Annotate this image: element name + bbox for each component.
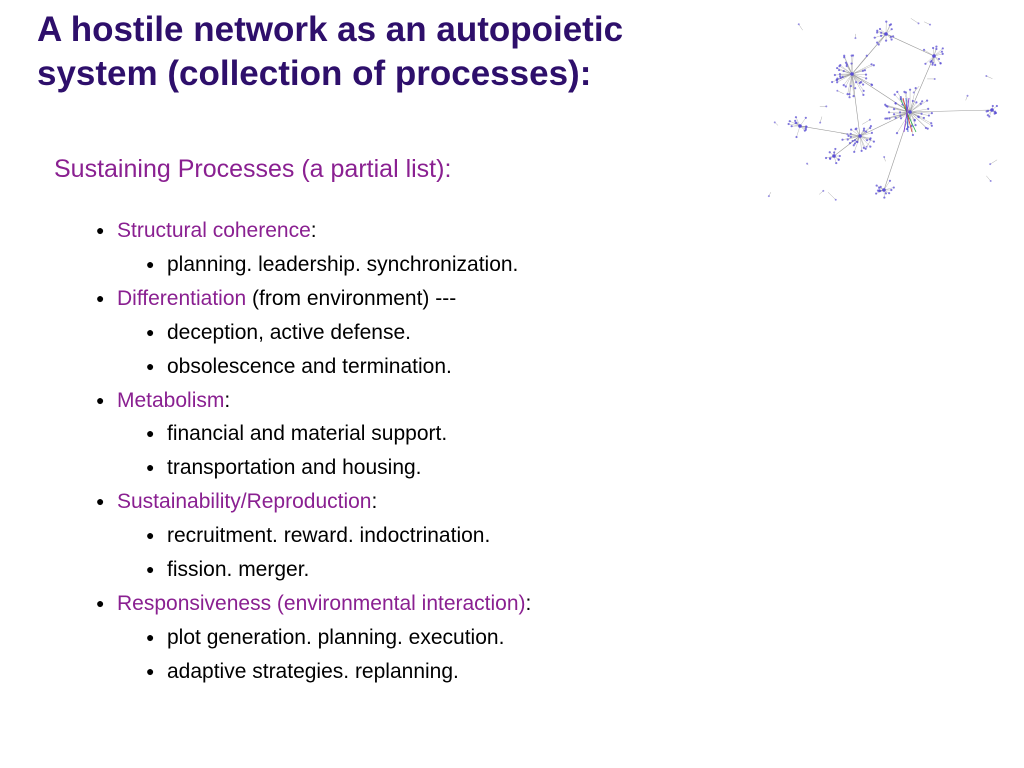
network-node	[914, 119, 916, 121]
network-node	[894, 102, 896, 104]
bullet-icon: ●	[146, 527, 155, 544]
sub-item-text: obsolescence and termination.	[167, 354, 452, 378]
network-hub-node	[798, 124, 802, 128]
network-node	[859, 82, 861, 84]
network-node	[850, 129, 852, 131]
network-node	[923, 49, 925, 51]
network-node	[883, 156, 885, 158]
network-edges	[769, 18, 997, 199]
process-label: Structural coherence	[117, 219, 311, 242]
network-node	[900, 96, 902, 98]
network-node	[838, 158, 840, 160]
sub-list-item	[0, 655, 531, 689]
network-node	[789, 120, 791, 122]
network-node	[927, 128, 929, 130]
network-node	[889, 180, 891, 182]
sub-item-text: planning. leadership. synchronization.	[167, 252, 519, 276]
network-node	[884, 117, 886, 119]
bullet-icon: ●	[146, 459, 155, 476]
network-edge	[852, 65, 874, 74]
network-node	[941, 51, 943, 53]
network-node	[934, 64, 936, 66]
network-node	[850, 133, 852, 135]
network-node	[862, 83, 864, 85]
network-node	[912, 134, 914, 136]
network-edge	[852, 55, 853, 74]
network-node	[865, 77, 867, 79]
network-node	[869, 146, 871, 148]
sub-item-text: recruitment. reward. indoctrination.	[167, 524, 491, 548]
network-node	[885, 192, 887, 194]
network-node	[854, 87, 856, 89]
network-edge	[986, 176, 990, 181]
network-edge	[852, 74, 910, 112]
network-node	[896, 132, 898, 134]
network-node	[848, 96, 850, 98]
network-edge	[910, 56, 934, 112]
network-node	[854, 142, 856, 144]
network-node	[852, 140, 854, 142]
process-suffix: :	[371, 490, 378, 514]
network-node	[834, 148, 836, 150]
network-node	[875, 192, 877, 194]
network-node	[836, 67, 838, 69]
network-node	[835, 162, 837, 164]
network-node	[874, 37, 876, 39]
network-node	[876, 184, 878, 186]
network-node	[794, 120, 796, 122]
network-node	[926, 99, 928, 101]
network-node	[866, 55, 868, 57]
network-edge	[986, 76, 992, 79]
network-node	[931, 64, 933, 66]
network-node	[918, 116, 920, 118]
network-node	[879, 190, 881, 192]
network-node	[805, 129, 807, 131]
network-node	[939, 62, 941, 64]
network-hub-node	[908, 110, 912, 114]
network-node	[853, 151, 855, 153]
network-node	[987, 114, 989, 116]
network-node	[853, 144, 855, 146]
network-node	[854, 37, 856, 39]
network-node	[942, 53, 944, 55]
sub-list-item	[0, 451, 531, 485]
sub-list-item	[0, 417, 531, 451]
network-node	[892, 35, 894, 37]
process-label: Metabolism	[117, 388, 225, 412]
sub-list-item	[0, 621, 531, 655]
network-node	[869, 127, 871, 129]
network-node	[890, 36, 892, 38]
network-node	[822, 190, 824, 192]
network-hub-node	[882, 188, 886, 192]
network-node	[854, 139, 856, 141]
network-node	[888, 192, 890, 194]
network-node	[906, 128, 908, 130]
network-node	[967, 95, 969, 97]
network-node	[863, 130, 865, 132]
process-label: Differentiation	[117, 286, 247, 310]
sub-item-text: transportation and housing.	[167, 456, 422, 480]
network-node	[839, 155, 841, 157]
network-hub-node	[858, 134, 862, 138]
network-node	[798, 23, 800, 25]
network-node	[873, 64, 875, 66]
network-node	[901, 103, 903, 105]
bullet-icon: ●	[146, 628, 155, 645]
sub-list-item	[0, 316, 531, 350]
network-node	[909, 89, 911, 91]
network-node	[836, 81, 838, 83]
network-node	[850, 62, 852, 64]
network-edge	[914, 86, 919, 92]
network-node	[795, 136, 797, 138]
network-node	[861, 150, 863, 152]
network-node	[888, 111, 890, 113]
network-node	[871, 132, 873, 134]
network-node	[845, 85, 847, 87]
network-node	[825, 157, 827, 159]
network-node	[885, 21, 887, 23]
network-node	[935, 45, 937, 47]
network-node	[896, 91, 898, 93]
network-edge	[910, 110, 992, 112]
network-node	[889, 24, 891, 26]
network-node	[880, 35, 882, 37]
title-line-2: system (collection of processes):	[37, 54, 592, 93]
network-node	[833, 151, 835, 153]
network-node	[842, 76, 844, 78]
network-node	[905, 91, 907, 93]
process-label: Sustainability/Reproduction	[117, 490, 372, 514]
network-node	[885, 40, 887, 42]
title-line-1: A hostile network as an autopoietic	[37, 10, 624, 49]
process-suffix: (from environment) ---	[246, 286, 457, 310]
network-node	[856, 141, 858, 143]
network-node	[890, 189, 892, 191]
network-node	[862, 94, 864, 96]
network-node	[835, 199, 837, 201]
bullet-icon: ●	[146, 323, 155, 340]
network-node	[932, 47, 934, 49]
network-node	[928, 114, 930, 116]
list-item	[0, 214, 531, 248]
bullet-icon: ●	[146, 357, 155, 374]
process-label: Responsiveness (environmental interaction)	[117, 591, 526, 615]
network-node	[923, 117, 925, 119]
network-node	[931, 112, 933, 114]
bullet-icon: ●	[146, 255, 155, 272]
network-node	[849, 142, 851, 144]
network-node	[895, 117, 897, 119]
network-node	[866, 139, 868, 141]
process-suffix: :	[224, 388, 231, 412]
network-node	[891, 28, 893, 30]
network-node	[863, 90, 865, 92]
network-node	[774, 121, 776, 123]
network-node	[996, 105, 998, 107]
network-node	[845, 62, 847, 64]
sub-list-item	[0, 350, 531, 384]
network-node	[911, 125, 913, 127]
network-node	[894, 94, 896, 96]
network-node	[865, 148, 867, 150]
network-node	[918, 22, 920, 24]
network-node	[929, 24, 931, 26]
network-node	[850, 85, 852, 87]
network-node	[841, 139, 843, 141]
bullet-icon: ●	[146, 561, 155, 578]
sub-list-item	[0, 248, 531, 282]
network-node	[876, 31, 878, 33]
network-node	[843, 84, 845, 86]
network-node	[934, 78, 936, 80]
network-node	[989, 163, 991, 165]
network-node	[893, 113, 895, 115]
process-suffix: :	[525, 591, 532, 615]
network-node	[848, 93, 850, 95]
network-node	[850, 136, 852, 138]
network-node	[912, 100, 914, 102]
network-node	[880, 32, 882, 34]
list-item	[0, 384, 531, 418]
network-node	[930, 122, 932, 124]
network-node	[847, 138, 849, 140]
network-node	[995, 112, 997, 114]
network-node	[831, 81, 833, 83]
network-node	[866, 146, 868, 148]
network-edge	[911, 18, 919, 23]
network-node	[927, 108, 929, 110]
network-node	[870, 125, 872, 127]
bullet-icon: ●	[96, 594, 105, 611]
network-node	[862, 70, 864, 72]
list-item	[0, 485, 531, 519]
sub-item-text: adaptive strategies. replanning.	[167, 659, 459, 683]
network-node	[931, 125, 933, 127]
network-node	[839, 73, 841, 75]
network-node	[839, 64, 841, 66]
network-edge	[828, 192, 836, 200]
network-node	[846, 133, 848, 135]
network-node	[920, 103, 922, 105]
network-node	[900, 117, 902, 119]
network-node	[805, 117, 807, 119]
network-node	[819, 122, 821, 124]
network-node	[915, 87, 917, 89]
network-hub-node	[850, 72, 854, 76]
network-node	[888, 117, 890, 119]
list-item	[0, 282, 531, 316]
network-node	[924, 63, 926, 65]
network-node	[992, 105, 994, 107]
sub-list-item	[0, 519, 531, 553]
network-node	[843, 55, 845, 57]
section-heading: Sustaining Processes (a partial list):	[54, 155, 452, 183]
network-node	[795, 116, 797, 118]
network-edge	[862, 120, 870, 125]
sub-item-text: financial and material support.	[167, 422, 448, 446]
bullet-icon: ●	[96, 391, 105, 408]
network-hub-node	[990, 108, 994, 112]
network-node	[788, 123, 790, 125]
network-node	[893, 186, 895, 188]
network-node	[855, 127, 857, 129]
network-node	[825, 105, 827, 107]
network-node	[907, 126, 909, 128]
sub-list-item	[0, 553, 531, 587]
bullet-icon: ●	[96, 289, 105, 306]
network-node	[851, 55, 853, 57]
network-node	[920, 113, 922, 115]
bullet-icon: ●	[96, 493, 105, 510]
network-node	[843, 70, 845, 72]
network-edge	[884, 112, 910, 190]
network-node	[836, 78, 838, 80]
bullet-icon: ●	[146, 662, 155, 679]
network-node	[899, 111, 901, 113]
network-node	[879, 28, 881, 30]
bullet-icon: ●	[146, 425, 155, 442]
network-node	[865, 74, 867, 76]
network-edge	[852, 34, 886, 74]
network-node	[864, 69, 866, 71]
network-node	[829, 151, 831, 153]
list-item	[0, 587, 531, 621]
network-node	[873, 140, 875, 142]
network-node	[871, 84, 873, 86]
network-node	[865, 130, 867, 132]
network-node	[852, 95, 854, 97]
network-node	[915, 101, 917, 103]
network-node	[938, 58, 940, 60]
network-node	[839, 75, 841, 77]
network-node	[838, 69, 840, 71]
network-hub-node	[832, 154, 836, 158]
network-node	[876, 41, 878, 43]
network-node	[869, 119, 871, 121]
network-node	[884, 104, 886, 106]
network-node	[914, 124, 916, 126]
network-edge	[799, 24, 803, 30]
network-node	[913, 92, 915, 94]
network-node	[935, 48, 937, 50]
network-node	[880, 186, 882, 188]
network-node	[791, 125, 793, 127]
network-node	[893, 108, 895, 110]
network-node	[863, 128, 865, 130]
network-node	[985, 75, 987, 77]
network-node	[921, 100, 923, 102]
process-suffix: :	[310, 219, 317, 242]
network-edge	[852, 64, 872, 74]
network-node	[900, 98, 902, 100]
network-graph-icon	[760, 14, 1006, 206]
slide-title	[37, 8, 737, 96]
process-list	[0, 214, 531, 689]
network-edge	[990, 160, 997, 164]
network-node	[987, 110, 989, 112]
network-node	[869, 137, 871, 139]
network-node	[883, 196, 885, 198]
network-hub-node	[932, 54, 936, 58]
sub-item-text: deception, active defense.	[167, 320, 412, 344]
network-node	[990, 180, 992, 182]
network-node	[870, 63, 872, 65]
network-node	[855, 81, 857, 83]
network-node	[806, 163, 808, 165]
network-node	[795, 122, 797, 124]
network-node	[768, 195, 770, 197]
network-edge	[837, 91, 843, 94]
network-node	[899, 115, 901, 117]
network-node	[836, 90, 838, 92]
sub-item-text: plot generation. planning. execution.	[167, 625, 505, 649]
network-node	[942, 47, 944, 49]
network-node	[878, 43, 880, 45]
network-hub-node	[884, 32, 888, 36]
bullet-icon: ●	[96, 222, 105, 238]
network-node	[829, 158, 831, 160]
sub-item-text: fission. merger.	[167, 558, 310, 582]
network-node	[834, 74, 836, 76]
network-node	[890, 38, 892, 40]
network-node	[929, 61, 931, 63]
